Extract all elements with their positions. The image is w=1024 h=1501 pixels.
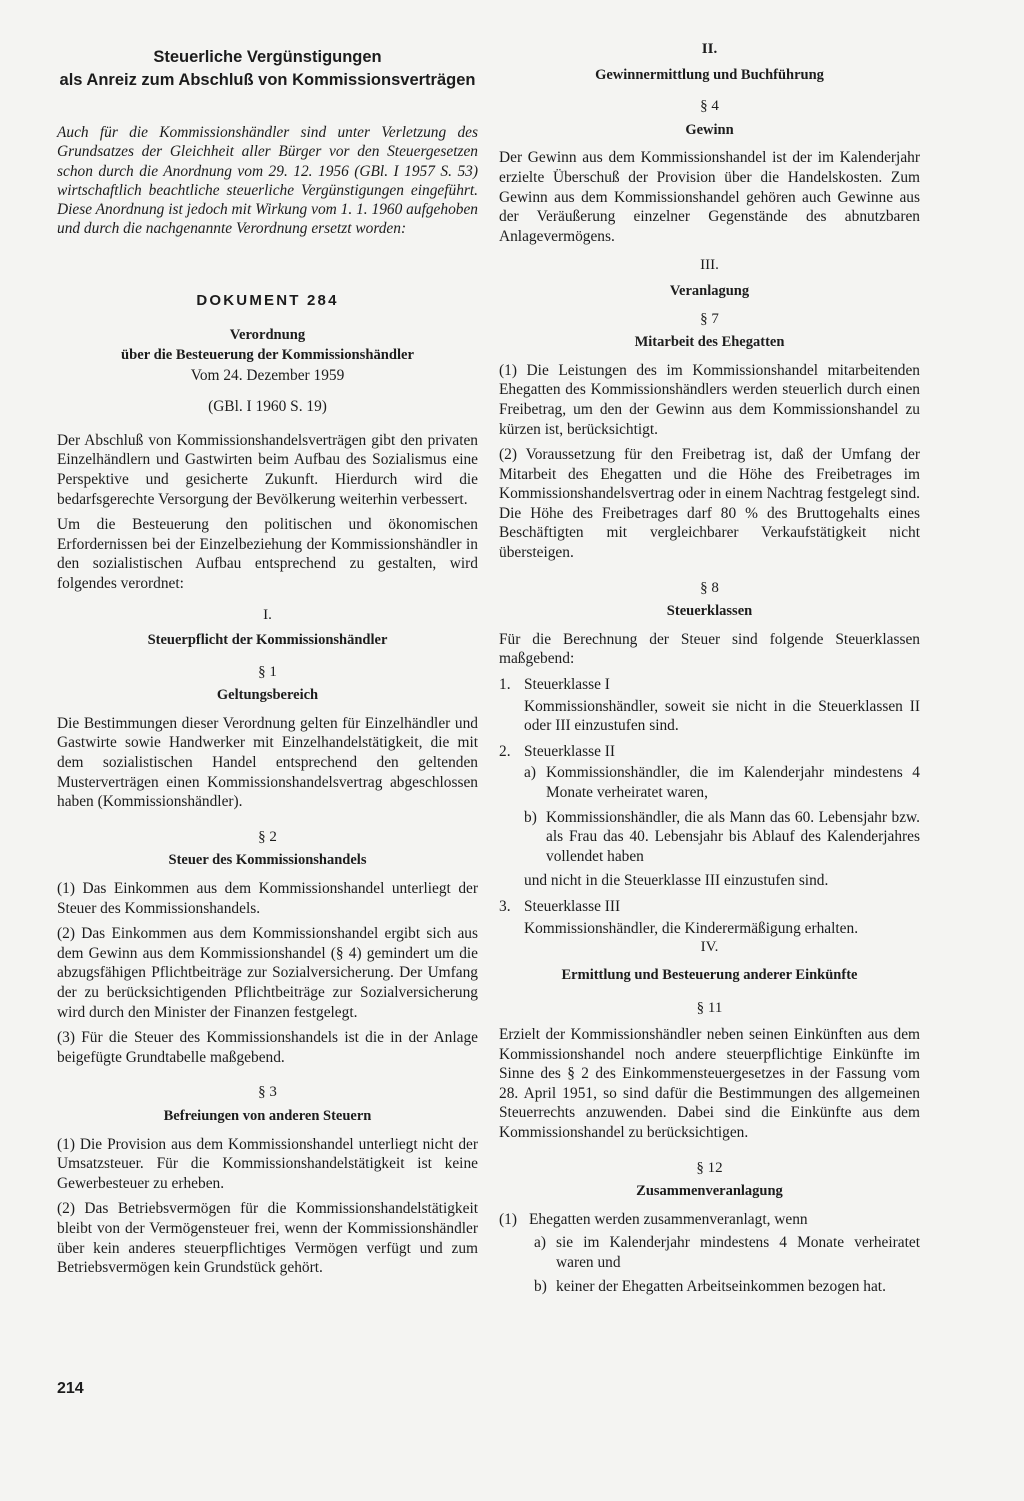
ordinance-title: Verordnung <box>229 327 306 344</box>
sub-list-label: b) <box>524 808 537 826</box>
paragraph-title: Steuerklassen <box>666 603 753 620</box>
paragraph-number: § 3 <box>258 1084 277 1101</box>
clause-text: Ehegatten werden zusammenveranlagt, wenn <box>529 1210 808 1228</box>
sub-list-item <box>499 1277 920 1297</box>
article-title <box>57 46 478 92</box>
tax-class-2 <box>499 742 920 762</box>
list-text: Kommissionshändler, die Kinderermäßigung erhalten. <box>524 919 859 937</box>
list-label: Steuerklasse I <box>524 676 610 694</box>
paragraph-text: (1) Die Provision aus dem Kommissionshandel unterliegt nicht der Umsatzsteuer. Für die Kommissionshandelstätigkeit ist keine Gewerbesteuer zu erheben. <box>57 1135 478 1192</box>
preamble-paragraph: Um die Besteuerung den politischen und ökonomischen Erfordernissen bei der Einzelbeziehung der Kommissionshändler in den sozialistischen Aufbau entsprechend zu gestalten, wird folgendes verordnet: <box>57 516 478 592</box>
sub-list-label: a) <box>534 1234 546 1252</box>
list-text: Kommissionshändler, soweit sie nicht in die Steuerklassen II oder III einzustufen sind. <box>524 697 920 735</box>
sub-list-item <box>499 1233 920 1272</box>
paragraph-number: § 4 <box>700 98 719 115</box>
paragraph-text: (3) Für die Steuer des Kommissionshandels ist die in der Anlage beigefügte Grundtabelle maßgebend. <box>57 1029 478 1066</box>
right-column <box>499 40 920 1302</box>
section-title: Steuerpflicht der Kommissionshändler <box>147 632 388 649</box>
paragraph-title: Mitarbeit des Ehegatten <box>634 334 785 351</box>
sub-list-text: Kommissionshändler, die im Kalenderjahr mindestens 4 Monate verheiratet waren, <box>546 764 920 801</box>
list-label: Steuerklasse II <box>524 742 616 760</box>
section-number: I. <box>263 606 272 623</box>
paragraph-text: (2) Voraussetzung für den Freibetrag ist, daß der Umfang der Mitarbeit des Ehegatten und die Höhe des Freibetrages im Kommissionshandelsvertrag oder in einem Nachtrag festgelegt sind. Die Höhe des Freibetrages darf 80 % des Bruttogehalts eines Beschäftigten mit vergleichbarer Verkaufstätigkeit nicht übersteigen. <box>499 446 920 562</box>
tax-class-3 <box>499 897 920 917</box>
sub-list-label: a) <box>524 764 536 782</box>
page-number: 214 <box>57 1380 84 1397</box>
ordinance-reference: (GBl. I 1960 S. 19) <box>208 398 327 416</box>
paragraph-number: § 1 <box>258 663 277 680</box>
section-number: IV. <box>700 939 719 956</box>
section-number: II. <box>701 41 718 57</box>
paragraph-number: § 8 <box>700 579 719 596</box>
paragraph-title: Steuer des Kommissionshandels <box>168 852 367 869</box>
sub-list-label: b) <box>534 1278 547 1296</box>
ordinance-date: Vom 24. Dezember 1959 <box>190 366 345 384</box>
sub-list-text: keiner der Ehegatten Arbeitseinkommen bezogen hat. <box>556 1278 886 1296</box>
numbered-clause <box>499 1210 920 1230</box>
list-text: und nicht in die Steuerklasse III einzustufen sind. <box>524 872 829 890</box>
left-column <box>57 40 478 1284</box>
paragraph-title: Befreiungen von anderen Steuern <box>163 1107 372 1124</box>
list-number: 2. <box>499 742 511 760</box>
list-number: 1. <box>499 676 511 694</box>
paragraph-text: (1) Die Leistungen des im Kommissionshandel mitarbeitenden Ehegatten des Kommissionshändlers werden steuerlich durch einen Freibetrag, um den der Gewinn aus dem Kommissionshandel zu kürzen ist, berücksichtigt. <box>499 361 920 438</box>
section-title: Ermittlung und Besteuerung anderer Einkünfte <box>561 966 858 983</box>
paragraph-title: Geltungsbereich <box>216 687 319 704</box>
paragraph-text: (1) Das Einkommen aus dem Kommissionshandel unterliegt der Steuer des Kommissionshandels. <box>57 880 478 917</box>
article-title-line-2: als Anreiz zum Abschluß von Kommissionsverträgen <box>59 71 476 89</box>
intro-paragraph: Auch für die Kommissionshändler sind unter Verletzung des Grundsatzes der Gleichheit aller Bürger vor den Steuergesetzen schon durch die Anordnung vom 29. 12. 1956 (GBl. I 1957 S. 53) wirtschaftlich beachtliche steuerliche Vergünstigungen eingeführt. Diese Anordnung ist jedoch mit Wirkung vom 1. 1. 1960 aufgehoben und durch die nachgenannte Verordnung ersetzt worden: <box>57 124 478 238</box>
list-number: 3. <box>499 897 511 915</box>
sub-list-item <box>499 763 920 802</box>
ordinance-subtitle: über die Besteuerung der Kommissionshändler <box>121 346 414 363</box>
paragraph-text: (2) Das Betriebsvermögen für die Kommissionshandelstätigkeit bleibt von der Vermögensteuer frei, wenn der Kommissionshändler über kein anderes steuerpflichtiges Vermögen verfügt und zum Betriebsvermögen kein Grundstück gehört. <box>57 1200 478 1277</box>
section-number: III. <box>700 257 719 274</box>
sub-list-item <box>499 808 920 867</box>
document-label: DOKUMENT 284 <box>196 291 339 309</box>
paragraph-number: § 2 <box>258 828 277 845</box>
preamble-paragraph: Der Abschluß von Kommissionshandelsverträgen gibt den privaten Einzelhändlern und Gastwirten beim Aufbau des Sozialismus eine Perspektive und gesicherte Zukunft. Hierdurch wird die bedarfsgerechte Versorgung der Bevölkerung weiterhin verbessert. <box>57 431 478 508</box>
paragraph-text: Die Bestimmungen dieser Verordnung gelten für Einzelhändler und Gastwirte sowie Handwerker mit Einzelhandelstätigkeit, die mit dem sozialistischen Handel entsprechend den geltenden Musterverträgen einen Kommissionshandelsvertrag abgeschlossen haben (Kommissionshändler). <box>57 714 478 811</box>
paragraph-text: Erzielt der Kommissionshändler neben seinen Einkünften aus dem Kommissionshandel noch andere steuerpflichtige Einkünfte im Sinne des § 2 des Einkommensteuergesetzes in der Fassung vom 28. April 1951, so sind dafür die Bestimmungen des allgemeinen Steuerrechts anzuwenden. Dabei sind die Einkünfte aus dem Kommissionshandel zu berücksichtigen. <box>499 1025 920 1141</box>
paragraph-number: § 12 <box>696 1159 723 1176</box>
paragraph-text: (2) Das Einkommen aus dem Kommissionshandel ergibt sich aus dem Gewinn aus dem Kommissionshandel (§ 4) gemindert um die abzugsfähigen Pflichtbeiträge zur Sozialversicherung. Der Umfang der zu berücksichtigenden Pflichtbeiträge zur Sozialversicherung wird durch den Minister der Finanzen festgelegt. <box>57 925 478 1021</box>
list-label: Steuerklasse III <box>524 897 621 915</box>
section-title: Gewinnermittlung und Buchführung <box>595 66 824 83</box>
paragraph-number: § 11 <box>696 1000 723 1017</box>
article-title-line-1: Steuerliche Vergünstigungen <box>153 48 382 66</box>
paragraph-title: Gewinn <box>685 121 734 138</box>
sub-list-text: sie im Kalenderjahr mindestens 4 Monate verheiratet waren und <box>556 1234 920 1271</box>
tax-class-1 <box>499 675 920 695</box>
paragraph-text: Für die Berechnung der Steuer sind folgende Steuerklassen maßgebend: <box>499 630 920 668</box>
paragraph-number: § 7 <box>700 310 719 327</box>
section-title: Veranlagung <box>669 282 750 299</box>
clause-number: (1) <box>499 1210 517 1228</box>
paragraph-title: Zusammenveranlagung <box>636 1183 783 1200</box>
sub-list-text: Kommissionshändler, die als Mann das 60. Lebensjahr bzw. als Frau das 40. Lebensjahr bis Ablauf des Kalenderjahres vollendet haben <box>546 808 920 865</box>
paragraph-text: Der Gewinn aus dem Kommissionshandel ist der im Kalenderjahr erzielte Überschuß der Provision über die Handelskosten. Zum Gewinn aus dem Kommissionshandel gehören auch Gewinne aus der Veräußerung einzelner Gegenstände des abnutzbaren Anlagevermögens. <box>499 149 920 245</box>
